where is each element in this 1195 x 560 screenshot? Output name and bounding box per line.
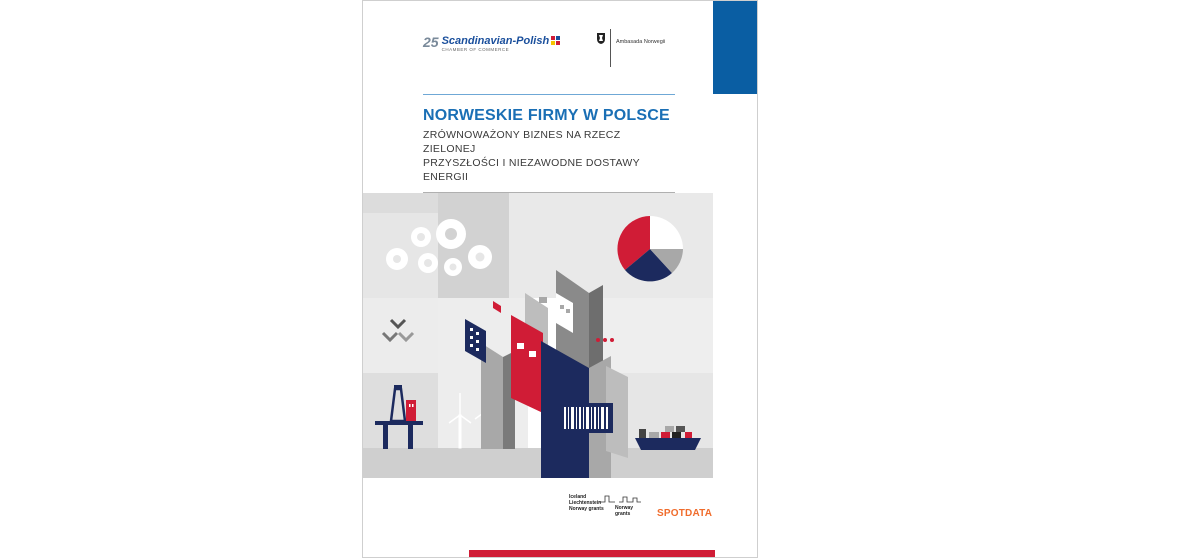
spotdata-logo: SPOTDATA [657, 508, 713, 519]
norway-line-1: Norway [615, 505, 634, 511]
footer-logos [569, 494, 719, 524]
spcc-subtitle: CHAMBER OF COMMERCE [441, 47, 510, 52]
barcode-icon [561, 403, 613, 433]
subtitle-line-2: PRZYSZŁOŚCI I NIEZAWODNE DOSTAWY ENERGII [423, 157, 640, 183]
header-logos [423, 29, 683, 69]
page-title: NORWESKIE FIRMY W POLSCE [423, 107, 670, 124]
logo-divider [610, 29, 611, 67]
nordic-flags-icon [551, 36, 560, 45]
page-subtitle [423, 128, 675, 184]
grants-mark-icon [599, 494, 641, 504]
eea-line-1: Iceland [569, 494, 587, 500]
pie-chart-icon [617, 216, 683, 281]
document-cover-page [362, 0, 758, 558]
title-block [423, 94, 675, 193]
dots-icon [596, 338, 614, 342]
spcc-name: Scandinavian-Polish [441, 35, 550, 47]
subtitle-line-1: ZRÓWNOWAŻONY BIZNES NA RZECZ ZIELONEJ [423, 129, 621, 155]
cover-illustration [363, 193, 713, 478]
eea-line-3: Norway grants [569, 506, 604, 512]
bottom-red-bar [469, 550, 715, 558]
blue-corner-block [713, 1, 758, 94]
norway-crest-icon [596, 32, 606, 44]
title-rule-top [423, 94, 675, 95]
spcc-logo [423, 35, 560, 52]
embassy-text: Ambasada Norwegii [616, 39, 666, 45]
norway-grants-logo [615, 505, 633, 517]
eea-line-2: Liechtenstein [569, 500, 602, 506]
spcc-anniversary: 25 [423, 34, 439, 50]
norway-line-2: grants [615, 511, 631, 517]
